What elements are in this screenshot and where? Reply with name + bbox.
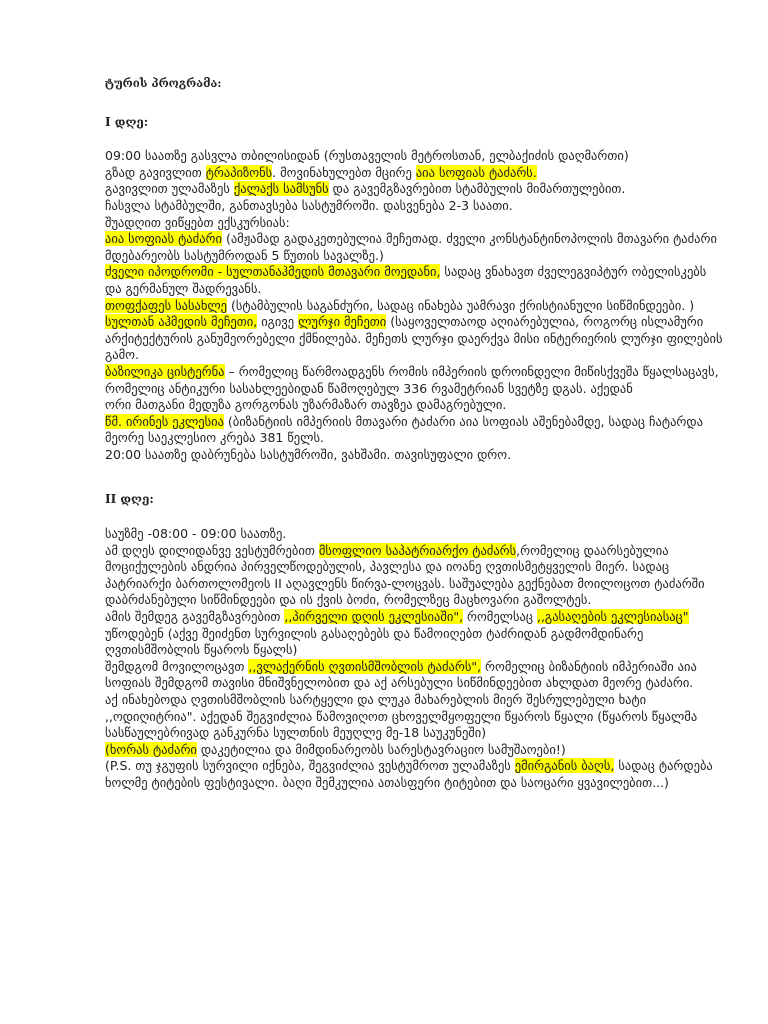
text-segment: 20:00 საათზე დაბრუნება სასტუმროში, ვახშამი. თავისუფალი დრო. bbox=[105, 446, 512, 462]
highlighted-place: ლურჯი მეჩეთი bbox=[298, 314, 387, 330]
itinerary-line bbox=[105, 675, 728, 692]
itinerary-line bbox=[105, 543, 728, 593]
text-segment: სადაც ვნახავთ ძველეგვიპტურ ობელისკებს bbox=[440, 264, 707, 280]
itinerary-line bbox=[105, 626, 728, 659]
itinerary-line bbox=[105, 447, 728, 464]
text-segment: ამ დღეს დილიდანვე ვესტუმრებით bbox=[105, 542, 319, 558]
itinerary-line bbox=[105, 659, 728, 676]
itinerary-line bbox=[105, 148, 728, 165]
itinerary-line bbox=[105, 526, 728, 543]
text-segment: სოფიას შემდგომ თავისი მნიშვნელობით და აქ არსებული სიწმინდეებით ახლდათ მეორე ტაძარი. bbox=[105, 675, 694, 691]
highlighted-place: მსოფლიო საპატრიარქო ტაძარს bbox=[318, 542, 517, 558]
itinerary-line bbox=[105, 181, 728, 198]
text-segment: სადაც ტარდება ხოლმე ტიტების ფესტივალი. ბაღი შემკულია ათასფერი ტიტებით და საოცარი ყვავილებით...) bbox=[105, 758, 713, 790]
itinerary-line bbox=[105, 692, 728, 725]
highlighted-place: აია სოფიას ტაძარი bbox=[105, 231, 222, 247]
text-segment: – რომელიც წარმოადგენს რომის იმპერიის დროინდელი მიწისქვეშა წყალსაცავს, რომელიც ანტიკური სასახლეებიდან წამოღებულ 336 რვამეტრიან სვეტზე დგას. აქედან bbox=[105, 363, 719, 396]
highlighted-place: აია სოფიას ტაძარს. bbox=[415, 164, 537, 180]
day-section bbox=[105, 114, 728, 464]
itinerary-days bbox=[105, 114, 728, 792]
itinerary-line bbox=[105, 742, 728, 759]
highlighted-place: ,,გასაღების ეკლესიასაც" bbox=[536, 609, 689, 625]
text-segment: შუადღით ვიწყებთ ექსკურსიას: bbox=[105, 214, 290, 230]
itinerary-line bbox=[105, 364, 728, 397]
text-segment: და გერმანულ შადრევანს. bbox=[105, 280, 262, 296]
itinerary-line bbox=[105, 281, 728, 298]
text-segment: (ბიზანტიის იმპერიის მთავარი ტაძარი აია სოფიას აშენებამდე, სადაც ჩატარდა bbox=[223, 413, 703, 429]
text-segment: აქ ინახებოდა ღვთისმშობლის სარტყელი და ლუკა მახარებლის მიერ შესრულებული ხატი ,,ოდიღიტრია". აქედან შეგვიძლია წამოვიღოთ ცხოველმყოფელი წყაროს წყალი (წყაროს წყალმა bbox=[105, 692, 698, 724]
itinerary-line bbox=[105, 215, 728, 232]
highlighted-place: ბაზილიკა ცისტერნა bbox=[105, 363, 225, 379]
day-section bbox=[105, 491, 728, 791]
text-segment: ჩასვლა სტამბულში, განთავსება სასტუმროში. დასვენება 2-3 საათი. bbox=[105, 197, 513, 213]
day-heading: II დღე: bbox=[105, 492, 154, 507]
itinerary-line bbox=[105, 264, 728, 281]
itinerary-line bbox=[105, 414, 728, 431]
text-segment: გავივლით ულამაზეს bbox=[105, 181, 234, 197]
itinerary-line bbox=[105, 725, 728, 742]
text-segment: მეორე საეკლესიო კრება 381 წელს. bbox=[105, 430, 324, 446]
day-heading: I დღე: bbox=[105, 114, 149, 129]
page-title: ტურის პროგრამა: bbox=[105, 76, 222, 90]
itinerary-line bbox=[105, 165, 728, 182]
highlighted-place: ქალაქს სამსუნს bbox=[233, 181, 329, 197]
itinerary-line bbox=[105, 758, 728, 791]
itinerary-line bbox=[105, 397, 728, 414]
itinerary-line bbox=[105, 592, 728, 609]
text-segment: (ამჟამად გადაკეთებულია მეჩეთად. ძველი კონსტანტინოპოლის მთავარი ტაძარი მდებარეობს სასტუმროდან 5 წუთის სავალზე.) bbox=[105, 231, 717, 263]
itinerary-line bbox=[105, 231, 728, 264]
text-segment: არქიტექტურის განუმეორებელი ქმნილება. მეჩეთს ლურჯი დაერქვა მისი ინტერიერის ლურჯი ფილების გამო. bbox=[105, 330, 723, 363]
itinerary-line bbox=[105, 198, 728, 215]
highlighted-place: წმ. ირინეს ეკლესია bbox=[105, 413, 224, 429]
itinerary-line bbox=[105, 609, 728, 626]
text-segment: სასწაულებრივად განკურნა სულთნის მეუღლე მე-18 საუკუნეში) bbox=[105, 725, 487, 741]
text-segment: დაბრძანებული სიწმინდეები და ის ქვის ბოძი, რომელზეც მაცხოვარი გაშოლტეს. bbox=[105, 592, 592, 608]
text-segment: (სტამბულის საგანძური, სადაც ინახება უამრავი ქრისტიანული სიწმინდეები. ) bbox=[227, 297, 695, 313]
text-segment: რომელიც ბიზანტიის იმპერიაში აია bbox=[481, 658, 697, 674]
text-segment: და გავემგზავრებით სტამბულის მიმართულებით. bbox=[328, 181, 626, 197]
highlighted-place: სულთან აჰმედის მეჩეთი, bbox=[105, 314, 258, 330]
itinerary-line bbox=[105, 331, 728, 364]
text-segment: იგივე bbox=[257, 314, 299, 330]
text-segment: რომელსაც bbox=[463, 609, 537, 625]
text-segment: ,რომელიც დაარსებულია მოციქულების ანდრია პირველწოდებულის, პავლესა და იოანე ღვთისმეტყველის მიერ. სადაც პატრიარქი ბართოლომეოს II აღავლენს წირვა-ლოცვას. საშუალება გექნებათ მოილოცოთ ტაძარში bbox=[105, 542, 705, 591]
text-segment: დაკეტილია და მიმდინარეობს სარესტავრაციო სამუშაოები!) bbox=[196, 741, 566, 757]
highlighted-place: ,,პირველი დღის ეკლესიაში", bbox=[284, 609, 464, 625]
highlighted-place: ძველი იპოდრომი - სულთანაჰმედის მთავარი მოედანი, bbox=[105, 264, 441, 280]
text-segment: ორი მათგანი მედუზა გორგონას უზარმაზარ თავზეა დამაგრებული. bbox=[105, 397, 507, 413]
text-segment: ამის შემდეგ გავემგზავრებით bbox=[105, 609, 285, 625]
text-segment: შემდგომ მოვილოცავთ bbox=[105, 658, 249, 674]
highlighted-place: ემირგანის ბაღს, bbox=[514, 758, 615, 774]
highlighted-place: (ხორას ტაძარი bbox=[105, 741, 197, 757]
text-segment: 09:00 საათზე გასვლა თბილისიდან (რუსთაველის მეტროსთან, ელბაქიძის დაღმართი) bbox=[105, 148, 629, 164]
highlighted-place: თოფქაფეს სასახლე bbox=[105, 297, 228, 313]
itinerary-line bbox=[105, 430, 728, 447]
highlighted-place: ,,ვლაქერნის ღვთისმშობლის ტაძარს", bbox=[248, 658, 482, 674]
highlighted-place: ტრაპიზონს bbox=[205, 164, 273, 180]
text-segment: (საყოველთაოდ აღიარებულია, როგორც ისლამური bbox=[386, 314, 704, 330]
text-segment: . მოვინახულებთ მცირე bbox=[272, 164, 416, 180]
text-segment: (P.S. თუ ჯგუფის სურვილი იქნება, შეგვიძლია ვესტუმროთ ულამაზეს bbox=[105, 758, 515, 774]
itinerary-line bbox=[105, 314, 728, 331]
text-segment: გზად გავივლით bbox=[105, 164, 206, 180]
itinerary-line bbox=[105, 298, 728, 315]
text-segment: საუზმე -08:00 - 09:00 საათზე. bbox=[105, 526, 287, 542]
text-segment: უწოდებენ (აქვე შეიძენთ სურვილის გასაღებებს და წამოიღებთ ტაძრიდან გადმომდინარე ღვთისმშობლის წყაროს წყალს) bbox=[105, 625, 644, 658]
